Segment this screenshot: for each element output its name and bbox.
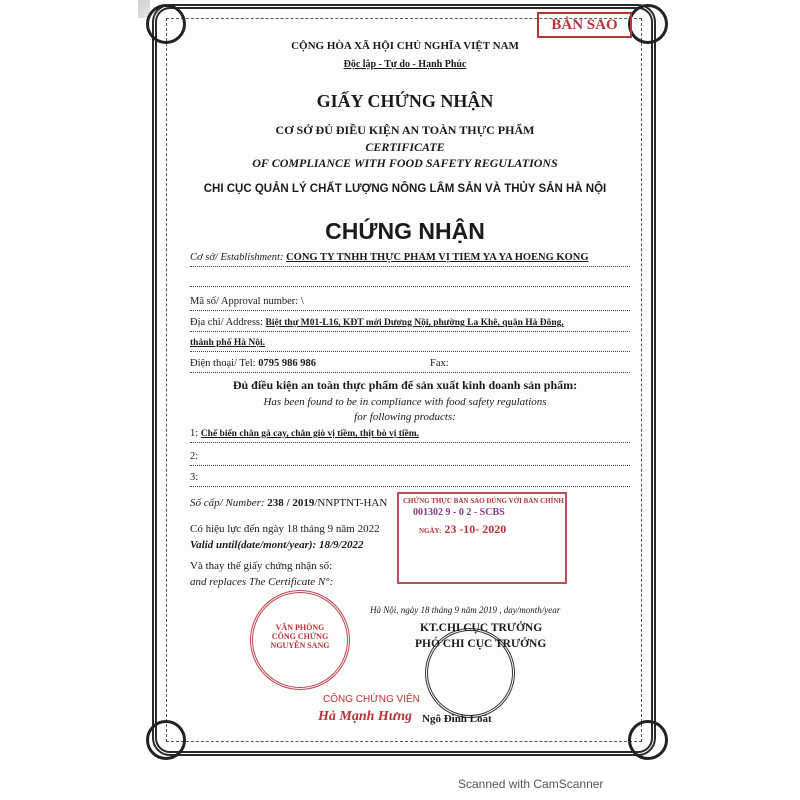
address-field (190, 317, 630, 332)
product-number: 1: (190, 428, 199, 439)
approval-value: \ (300, 296, 304, 307)
subtitle-en-1: CERTIFICATE (365, 140, 445, 154)
establishment-field (190, 252, 630, 267)
notary-name: Hà Mạnh Hưng (318, 709, 412, 724)
agency-name: CHI CỤC QUẢN LÝ CHẤT LƯỢNG NÔNG LÂM SẢN VÀ THỦY SẢN HÀ NỘI (203, 183, 607, 195)
signer-role-2: PHÓ CHI CỤC TRƯỞNG (415, 638, 547, 650)
stamp-date-label: NGÀY: (419, 527, 442, 535)
subtitle-en-2: OF COMPLIANCE WITH FOOD SAFETY REGULATIONS (252, 156, 558, 170)
validity-vi: Có hiệu lực đến ngày 18 tháng 9 năm 2022 (190, 523, 380, 535)
scanner-watermark: Scanned with CamScanner (458, 777, 604, 791)
product-value: Chế biến chân gà cay, chân giò vị tiềm, thịt bò vị tiềm. (200, 429, 420, 439)
address-value-1: Biệt thự M01-L16, KĐT mới Dương Nội, phường La Khê, quận Hà Đông, (265, 318, 564, 328)
compliance-vi: Đủ điều kiện an toàn thực phẩm để sản xuất kinh doanh sản phẩm: (232, 378, 578, 392)
certified-copy-stamp (397, 492, 567, 584)
product-line (190, 451, 630, 466)
stamp-date: 23 -10- 2020 (444, 522, 507, 536)
blank-line (190, 272, 630, 287)
notary-seal (250, 590, 350, 690)
ornament-bottom-right (628, 720, 668, 760)
stamp-number: 001302 9 - 0 2 - SCBS (413, 507, 505, 518)
motto: Độc lập - Tự do - Hạnh Phúc (343, 59, 467, 70)
compliance-en-1: Has been found to be in compliance with food safety regulations (263, 396, 547, 408)
establishment-label: Cơ sở/ Establishment: (190, 252, 284, 263)
ornament-bottom-left (146, 720, 186, 760)
stamp-title: CHỨNG THỰC BẢN SAO ĐÚNG VỚI BẢN CHÍNH (403, 497, 564, 505)
tel-label: Điện thoại/ Tel: (190, 358, 256, 369)
certifies-heading: CHỨNG NHẬN (325, 218, 485, 244)
ornament-top-left (146, 4, 186, 44)
subtitle-vi: CƠ SỞ ĐỦ ĐIỀU KIỆN AN TOÀN THỰC PHẨM (275, 123, 535, 137)
number-suffix: /NNPTNT-HAN (314, 497, 388, 509)
signer-name: Ngô Đình Loát (422, 713, 492, 725)
address-value-2: thành phố Hà Nội. (190, 338, 265, 348)
compliance-en-2: for following products: (354, 411, 456, 423)
ornament-top-right (628, 4, 668, 44)
notary-title: CÔNG CHỨNG VIÊN (323, 694, 420, 705)
number-label: Số cấp/ Number: (190, 497, 265, 509)
product-line (190, 472, 630, 487)
approval-label: Mã số/ Approval number: (190, 296, 299, 307)
tel-value: 0795 986 986 (258, 358, 316, 369)
product-number: 2: (190, 451, 199, 462)
notary-seal-text: VĂN PHÒNG CÔNG CHỨNG NGUYỄN SANG (270, 623, 330, 650)
product-number: 3: (190, 472, 199, 483)
tel-field (190, 358, 630, 373)
number-field (190, 497, 387, 509)
signer-role-1: KT.CHI CỤC TRƯỞNG (420, 622, 543, 634)
copy-stamp: BẢN SAO (537, 12, 632, 38)
address-label: Địa chỉ/ Address: (190, 317, 263, 328)
number-value: 238 / 2019 (267, 497, 315, 509)
replaces-vi: Và thay thế giấy chứng nhận số: (190, 560, 333, 572)
validity-en: Valid until(date/mont/year): 18/9/2022 (190, 539, 364, 551)
certificate-title: GIẤY CHỨNG NHẬN (316, 91, 494, 111)
approval-field (190, 296, 630, 311)
product-line (190, 428, 630, 443)
address-field-2 (190, 337, 630, 352)
replaces-en: and replaces The Certificate N°: (190, 576, 334, 588)
country-name: CỘNG HÒA XÃ HỘI CHỦ NGHĨA VIỆT NAM (291, 40, 519, 52)
fax-label: Fax: (430, 358, 449, 369)
establishment-value: CÔNG TY TNHH THỰC PHẨM VỊ TIỀM YA YA HOENG KONG (286, 252, 589, 263)
place-date: Hà Nội, ngày 18 tháng 9 năm 2019 , day/month/year (370, 605, 561, 615)
